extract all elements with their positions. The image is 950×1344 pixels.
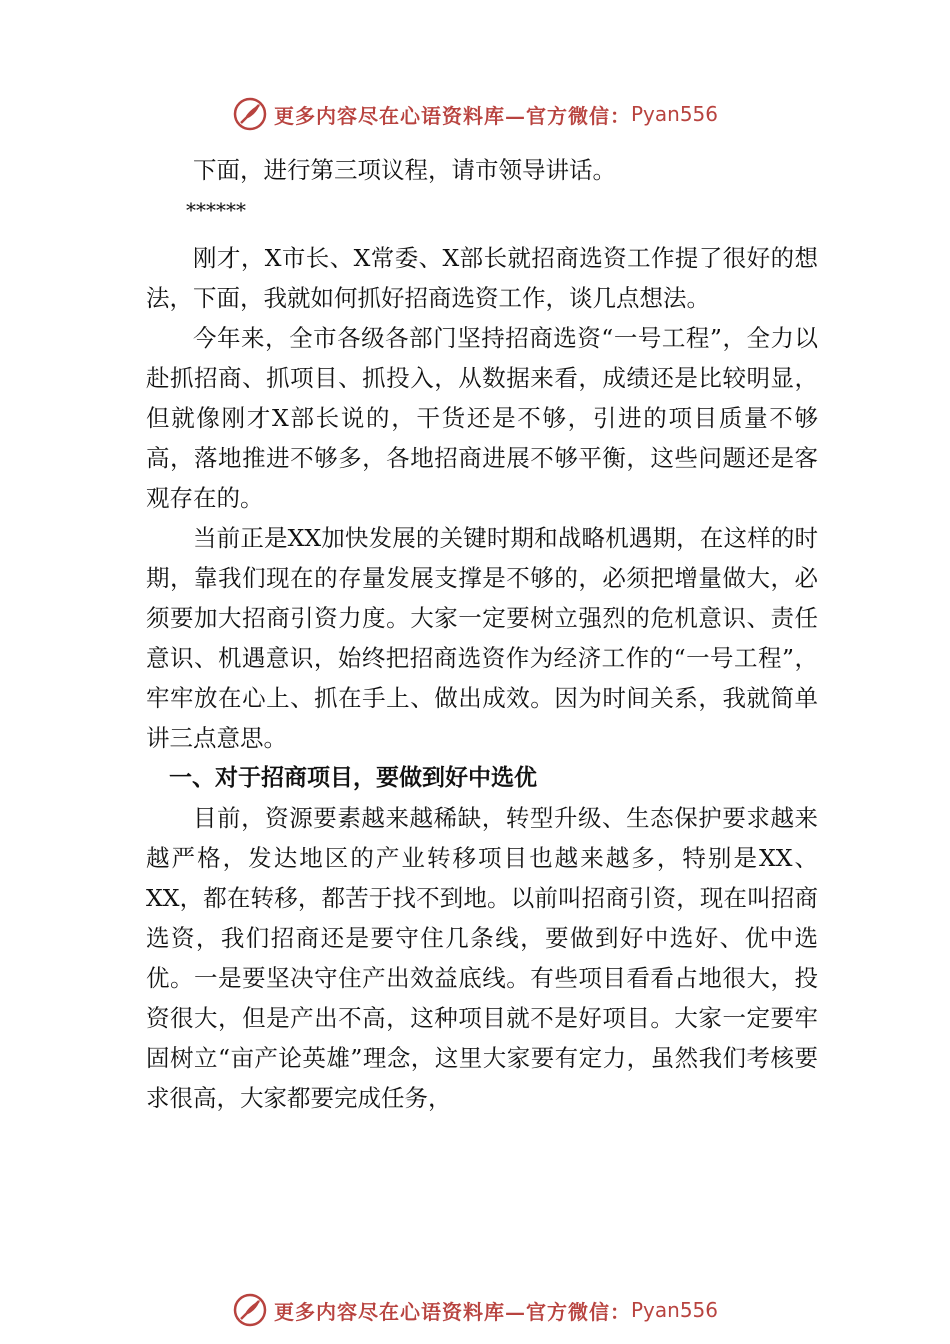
section-heading-1: 一、对于招商项目，要做到好中选优 <box>169 765 537 791</box>
paragraph-4: 目前，资源要素越来越稀缺，转型升级、生态保护要求越来越严格，发达地区的产业转移项目也越来越多，特别是XX、XX，都在转移，都苦于找不到地。以前叫招商引资，现在叫招商选资，我们招商还是要守住几条线，要做到好中选好、优中选优。一是要坚决守住产出效益底线。有些项目看看占地很大，投资很大，但是产出不高，这种项目就不是好项目。大家一定要牢固树立“亩产论英雄”理念，这里大家要有定力，虽然我们考核要求很高，大家都要完成任务， <box>146 804 818 1112</box>
watermark-text: 更多内容尽在心语资料库—官方微信： <box>273 103 631 128</box>
quill-logo-icon <box>232 96 268 132</box>
intro-line: 下面，进行第三项议程，请市领导讲话。 <box>193 156 616 184</box>
quill-logo-icon <box>232 1292 268 1328</box>
header-watermark <box>0 92 950 136</box>
watermark-wechat-id: Pyan556 <box>630 102 718 126</box>
paragraph-3: 当前正是XX加快发展的关键时期和战略机遇期，在这样的时期，靠我们现在的存量发展支撑是不够的，必须把增量做大，必须要加大招商引资力度。大家一定要树立强烈的危机意识、责任意识、机遇意识，始终把招商选资作为经济工作的“一号工程”，牢牢放在心上、抓在手上、做出成效。因为时间关系，我就简单讲三点意思。 <box>146 524 818 752</box>
watermark-wechat-id: Pyan556 <box>630 1298 718 1322</box>
document-body <box>146 150 818 1118</box>
paragraph-2: 今年来，全市各级各部门坚持招商选资“一号工程”，全力以赴抓招商、抓项目、抓投入，从数据来看，成绩还是比较明显，但就像刚才X部长说的，干货还是不够，引进的项目质量不够高，落地推进不够多，各地招商进展不够平衡，这些问题还是客观存在的。 <box>146 324 818 512</box>
paragraph-1: 刚才，X市长、X常委、X部长就招商选资工作提了很好的想法，下面，我就如何抓好招商选资工作，谈几点想法。 <box>146 244 818 312</box>
separator: ****** <box>186 198 246 222</box>
footer-watermark <box>0 1288 950 1332</box>
watermark-text: 更多内容尽在心语资料库—官方微信： <box>273 1299 631 1324</box>
